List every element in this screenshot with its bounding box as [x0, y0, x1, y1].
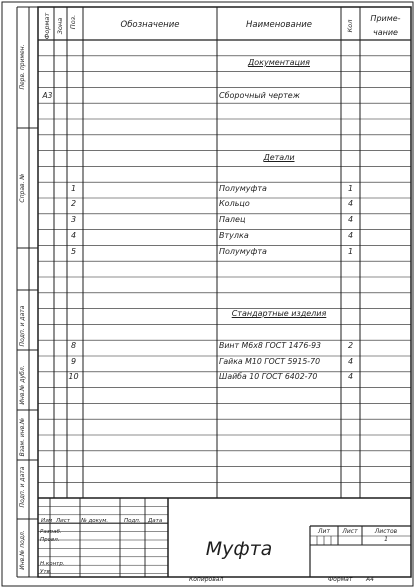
section-heading-standard-items: Стандартные изделия — [231, 309, 327, 318]
row-pos: 1 — [70, 184, 77, 193]
row-qty: 4 — [347, 215, 354, 224]
row-name-assembly-drawing: Сборочный чертеж — [219, 91, 300, 100]
side-label-sign-date-1: Подп. и дата — [19, 305, 26, 347]
side-label-sign-date-2: Подп. и дата — [19, 466, 26, 508]
tb-prov: Провл. — [40, 537, 60, 543]
tb-utv: Утв. — [40, 569, 52, 575]
tb-col-sign: Подп. — [124, 518, 141, 524]
tb-nkontr: Н.контр. — [40, 561, 65, 567]
header-note-line-1: Приме- — [370, 14, 401, 23]
row-name: Палец — [219, 215, 246, 224]
side-label-ref-no: Справ. № — [19, 173, 26, 203]
header-note-line-2: чание — [373, 28, 398, 37]
row-pos: 9 — [70, 357, 77, 366]
side-label-vzam-inv: Взам. инв.№ — [19, 417, 26, 457]
row-name: Гайка М10 ГОСТ 5915-70 — [219, 357, 321, 366]
row-pos: 8 — [70, 341, 77, 350]
side-label-first-use: Перв. примен. — [19, 44, 26, 90]
row-qty: 1 — [347, 184, 354, 193]
row-pos: 3 — [70, 215, 77, 224]
side-label-inv-orig: Инв.№ подл. — [19, 530, 26, 570]
row-name: Винт М6х8 ГОСТ 1476-93 — [219, 341, 322, 350]
tb-col-list: Лист — [56, 518, 70, 524]
header-format: Формат — [42, 12, 51, 40]
row-name: Полумуфта — [219, 184, 267, 193]
row-name: Шайба 10 ГОСТ 6402-70 — [219, 372, 318, 381]
row-name: Втулка — [219, 231, 249, 240]
footer-copied: Копировал — [189, 576, 224, 583]
header-pos: Поз. — [68, 14, 77, 30]
tb-listov-value: 1 — [384, 536, 388, 543]
row-qty: 2 — [347, 341, 354, 350]
tb-listov: Листов — [374, 528, 398, 535]
side-label-inv-dubl: Инв.№ дубл. — [19, 365, 26, 405]
row-qty: 4 — [347, 357, 354, 366]
tb-col-izm: Изм — [41, 518, 53, 524]
row-pos: 2 — [70, 199, 77, 208]
row-qty: 4 — [347, 372, 354, 381]
row-pos: 10 — [68, 372, 79, 381]
row-qty: 4 — [347, 231, 354, 240]
tb-razrab: Разраб. — [40, 529, 62, 535]
row-name: Кольцо — [219, 199, 250, 208]
row-pos: 4 — [70, 231, 77, 240]
footer-format-value: А4 — [366, 576, 374, 583]
footer-format-label: Формат — [328, 576, 353, 583]
row-name: Полумуфта — [219, 247, 267, 256]
section-heading-documentation: Документация — [248, 58, 310, 67]
tb-col-docno: № докум. — [81, 518, 109, 524]
row-qty: 4 — [347, 199, 354, 208]
header-name: Наименование — [245, 20, 313, 30]
tb-col-date: Дата — [148, 518, 163, 524]
header-qty: Кол — [345, 19, 354, 33]
tb-lit: Лит — [318, 528, 330, 535]
row-format-a3: А3 — [42, 91, 53, 100]
section-heading-parts: Детали — [263, 153, 295, 162]
row-pos: 5 — [70, 247, 77, 256]
header-designation: Обозначение — [120, 20, 180, 30]
row-qty: 1 — [347, 247, 354, 256]
header-zone: Зона — [55, 17, 64, 35]
tb-list: Лист — [342, 528, 358, 535]
document-title: Муфта — [205, 538, 273, 560]
